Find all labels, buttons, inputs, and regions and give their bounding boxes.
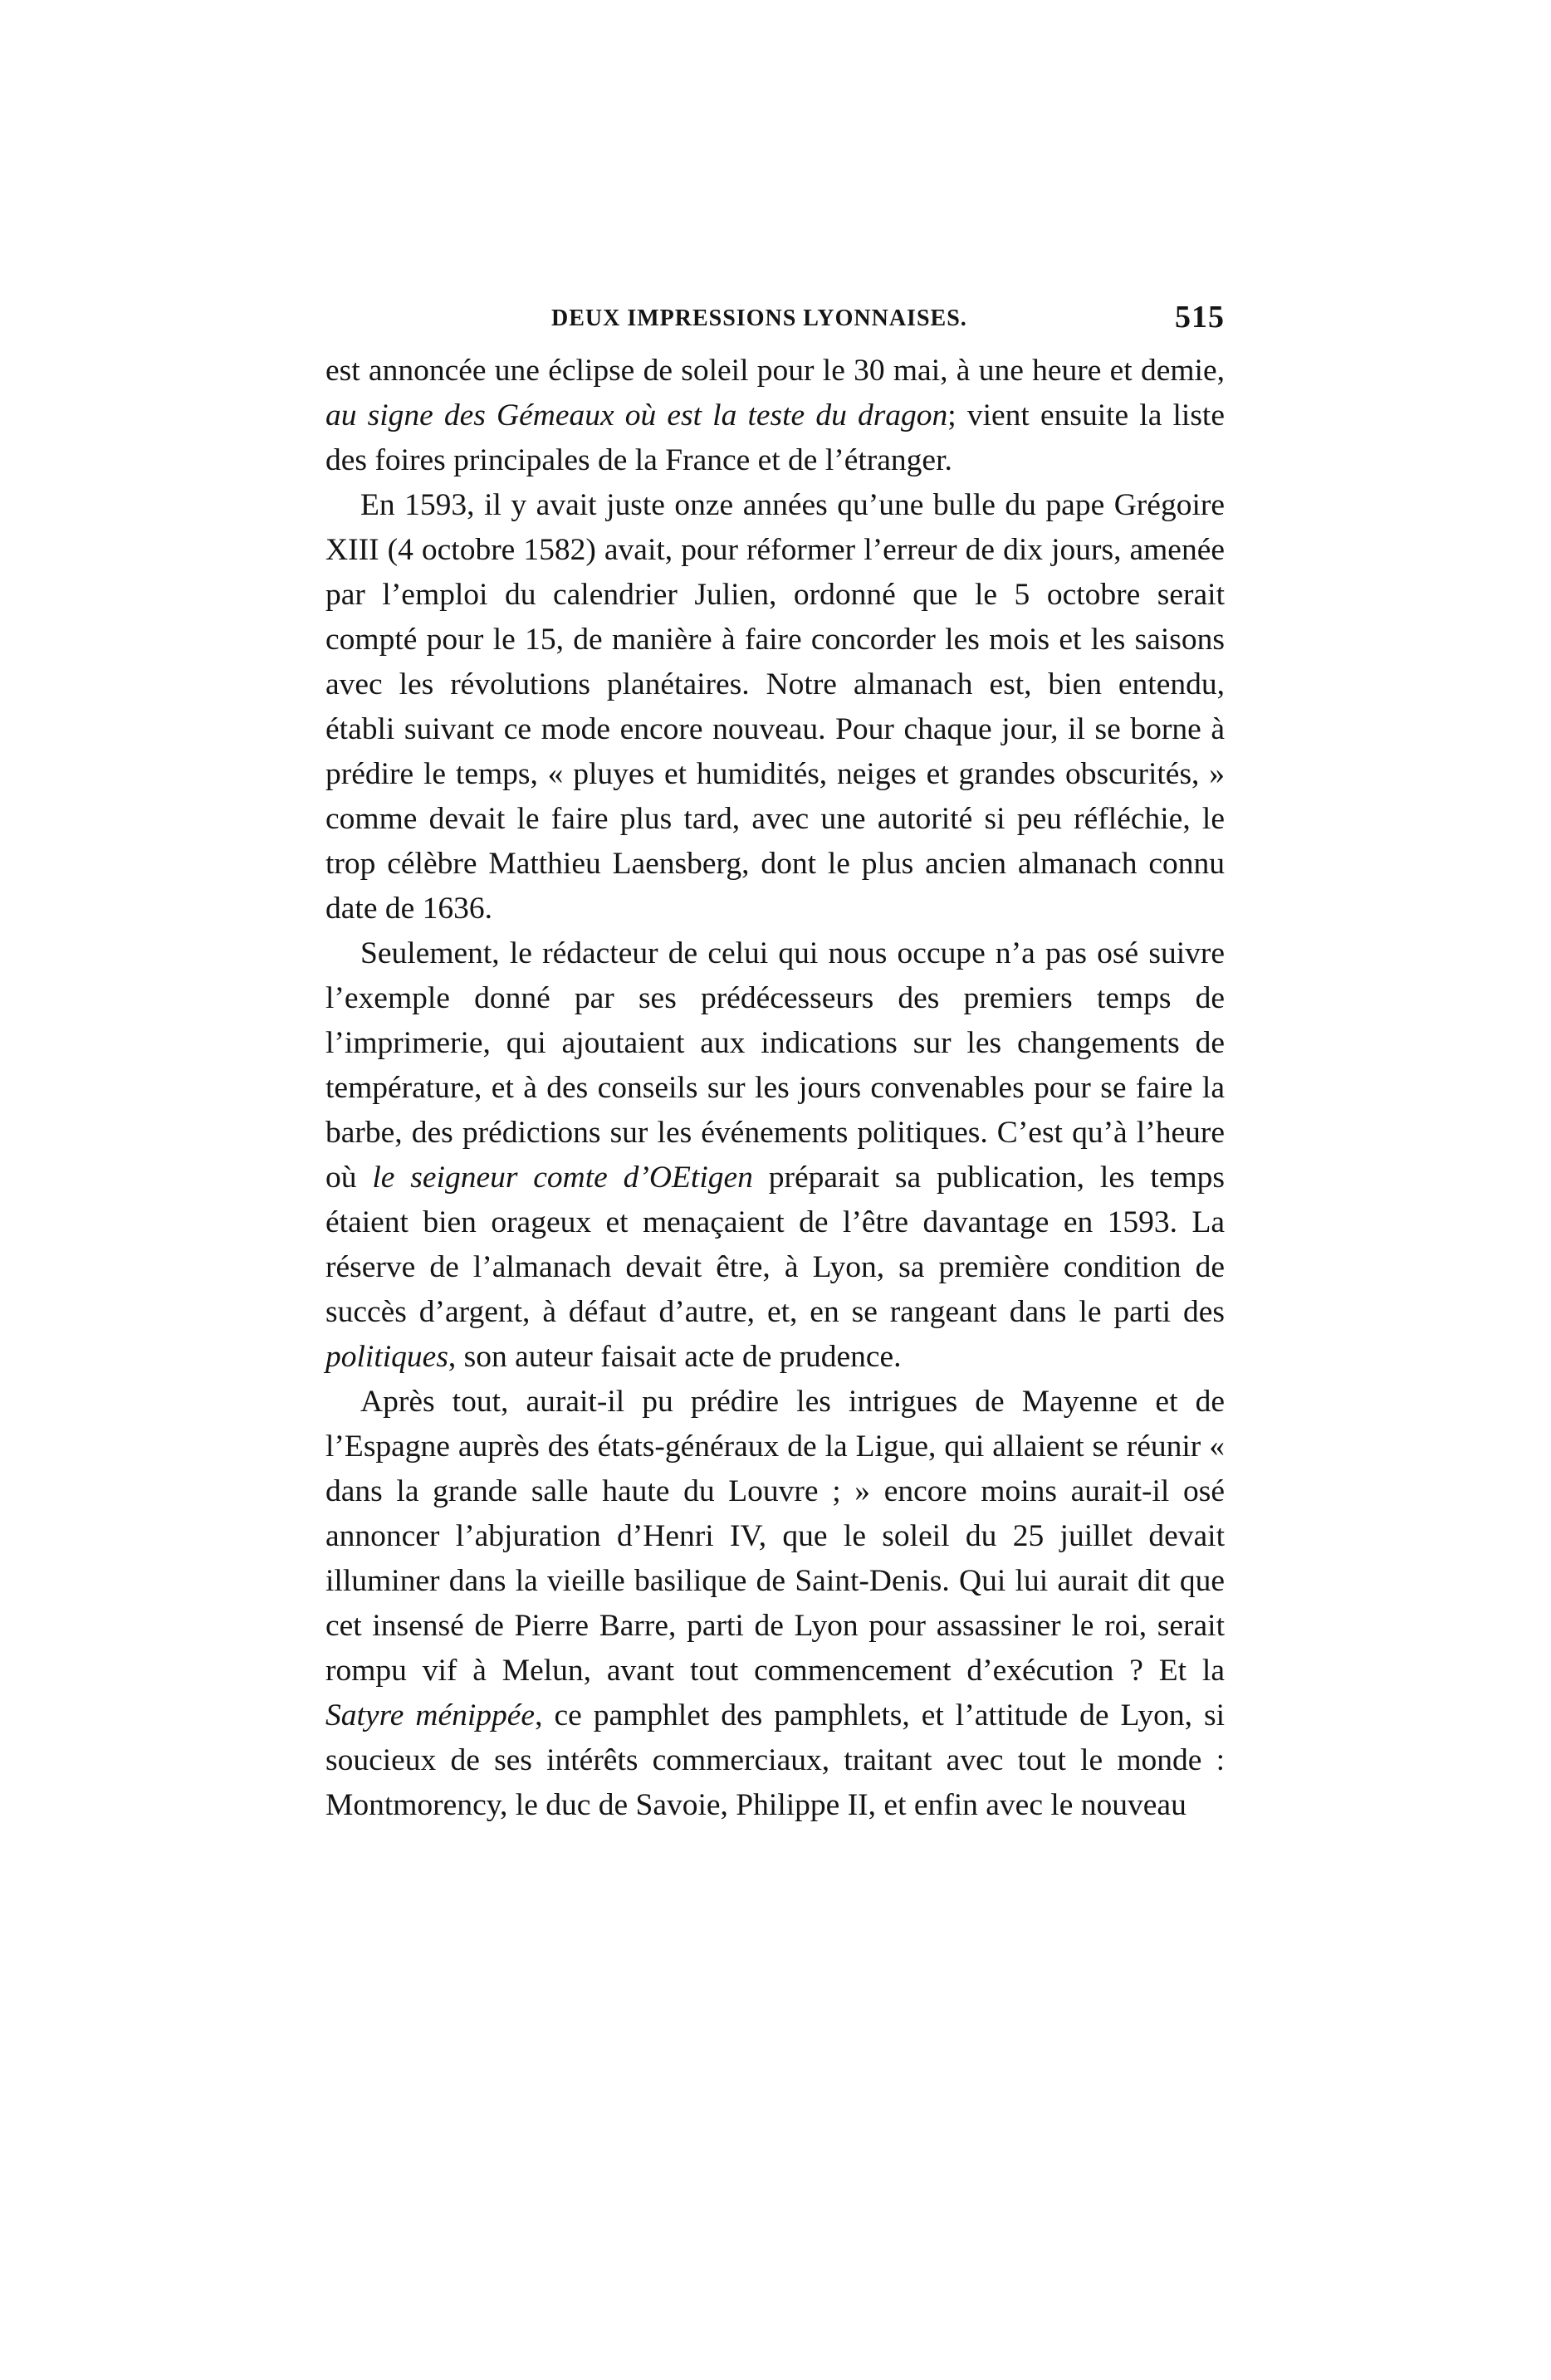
text-segment: , son auteur faisait acte de prudence.: [448, 1340, 902, 1374]
text-segment: En 1593, il y avait juste onze années qu’une bulle du pape Grégoire XIII (4 octobre 1582) avait, pour réformer l’erreur de dix jours, amenée par l’emploi du calendrier Julien, ordonné que le 5 octobre serait compté pour le 15, de manière à faire concorder les mois et les saisons avec les révolutions planétaires. Notre almanach est, bien entendu, établi suivant ce mode encore nouveau. Pour chaque jour, il se borne à prédire le temps, « pluyes et humidités, neiges et grandes obscurités, » comme devait le faire plus tard, avec une autorité si peu réfléchie, le trop célèbre Matthieu Laensberg, dont le plus ancien almanach connu date de 1636.: [325, 488, 1225, 926]
text-segment: Seulement, le rédacteur de celui qui nous occupe n’a pas osé suivre l’exemple donné par ses prédécesseurs des premiers temps de l’imprimerie, qui ajoutaient aux indications sur les changements de température, et à des conseils sur les jours convenables pour se faire la barbe, des prédictions sur les événements politiques. C’est qu’à l’heure où: [325, 936, 1225, 1195]
book-page: [325, 300, 1226, 1828]
italic-segment: le seigneur comte d’OEtigen: [372, 1161, 753, 1195]
body-text: [325, 349, 1225, 1828]
text-segment: est annoncée une éclipse de soleil pour le 30 mai, à une heure et demie,: [325, 354, 1225, 388]
text-segment: ; vient ensuite la liste des foires principales de la France et de l’étranger.: [325, 398, 1225, 477]
paragraph-1: [325, 349, 1225, 483]
running-head: [325, 300, 1225, 349]
page-number: 515: [1175, 300, 1225, 335]
paragraph-2: [325, 483, 1225, 931]
text-segment: préparait sa publication, les temps étaient bien orageux et menaçaient de l’être davantage en 1593. La réserve de l’almanach devait être, à Lyon, sa première condition de succès d’argent, à défaut d’autre, et, en se rangeant dans le parti des: [325, 1161, 1225, 1329]
italic-segment: politiques: [325, 1340, 448, 1374]
paragraph-3: [325, 931, 1225, 1380]
italic-segment: au signe des Gémeaux où est la teste du dragon: [325, 398, 948, 433]
text-segment: Après tout, aurait-il pu prédire les intrigues de Mayenne et de l’Espagne auprès des états-généraux de la Ligue, qui allaient se réunir « dans la grande salle haute du Louvre ; » encore moins aurait-il osé annoncer l’abjuration d’Henri IV, que le soleil du 25 juillet devait illuminer dans la vieille basilique de Saint-Denis. Qui lui aurait dit que cet insensé de Pierre Barre, parti de Lyon pour assassiner le roi, serait rompu vif à Melun, avant tout commencement d’exécution ? Et la: [325, 1385, 1225, 1688]
running-title: DEUX IMPRESSIONS LYONNAISES.: [551, 305, 967, 331]
italic-segment: Satyre ménippée: [325, 1698, 536, 1732]
text-segment: , ce pamphlet des pamphlets, et l’attitude de Lyon, si soucieux de ses intérêts commerciaux, traitant avec tout le monde : Montmorency, le duc de Savoie, Philippe II, et enfin avec le nouveau: [325, 1698, 1226, 1822]
paragraph-4: [325, 1380, 1225, 1828]
